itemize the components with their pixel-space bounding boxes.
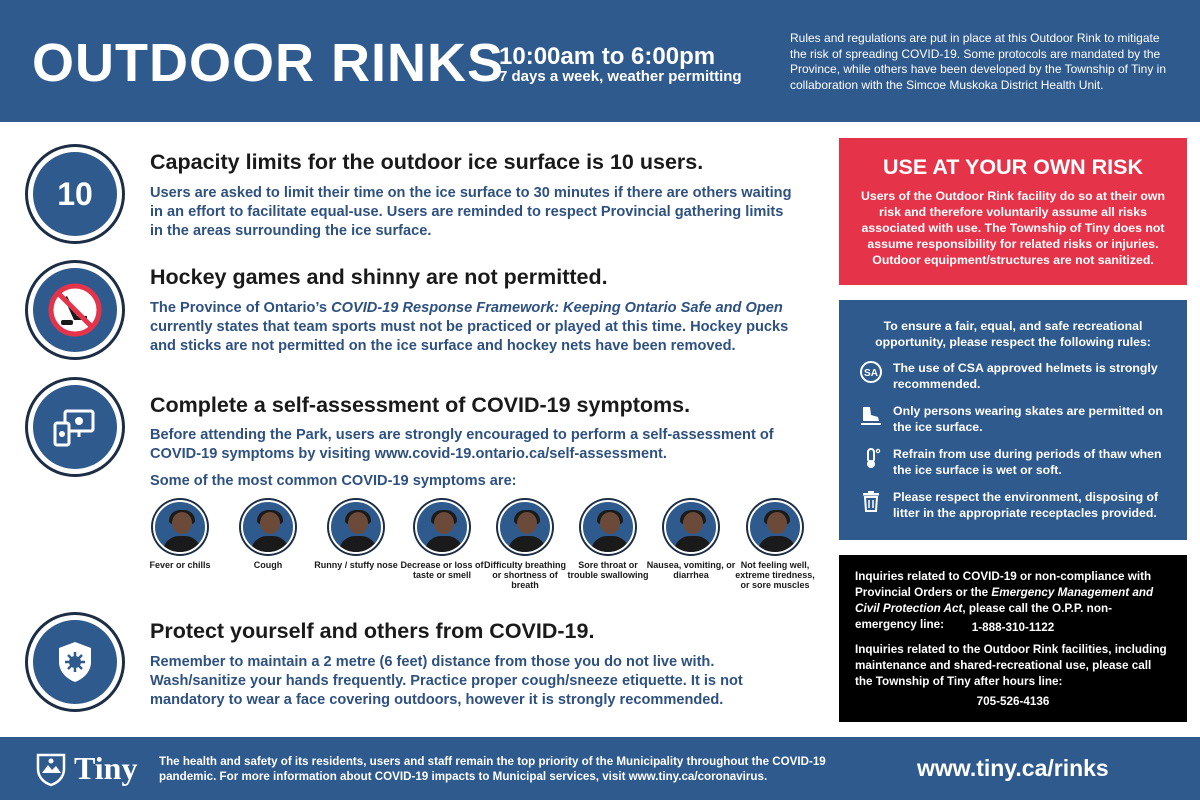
township-logo <box>34 750 138 787</box>
capacity-body: Users are asked to limit their time on the ice surface to 30 minutes if there are others waiting in an effort to facilitate equal-use. Users are reminded to respect Provincial gathering limits in the areas surrounding the ice surface. <box>150 185 792 239</box>
no-hockey-symbol <box>47 282 103 338</box>
devices-icon <box>47 399 103 455</box>
capacity-number: 10 <box>57 175 93 212</box>
protect-title: Protect yourself and others from COVID-19. <box>150 619 595 643</box>
opp-phone-number[interactable]: 1-888-310-1122 <box>971 621 1055 634</box>
header-banner <box>0 0 1200 122</box>
rink-hours: 10:00am to 6:00pm <box>499 43 716 70</box>
sore-throat-icon <box>581 500 635 554</box>
rinks-website-link[interactable]: www.tiny.ca/rinks <box>917 755 1109 781</box>
risk-title: USE AT YOUR OWN RISK <box>882 155 1143 179</box>
symptom-item: Difficulty breathing or shortness of breath <box>480 500 570 590</box>
symptom-item: Sore throat or trouble swallowing <box>563 500 653 580</box>
protect-body: Remember to maintain a 2 metre (6 feet) distance from those you do not live with. Wash/sanitize your hands frequently. Practice proper cough/sneeze etiquette. It is not mandatory to wear a face covering outdoors, however it is strongly recommended. <box>150 654 743 708</box>
header-intro-text: Rules and regulations are put in place at this Outdoor Rink to mitigate the risk of spreading COVID-19. Some protocols are mandated by the Province, while others have been developed by the Township of Tiny in collaboration with the Simcoe Muskoka District Health Unit. <box>790 31 1167 92</box>
footer-text: The health and safety of its residents, users and staff remain the top priority of the Municipality throughout the COVID-19 pandemic. For more information about COVID-19 impacts to Municipal services, visit www.tiny.ca/coronavirus. <box>159 755 826 783</box>
page-title: OUTDOOR RINKS <box>32 33 504 93</box>
hockey-body: The Province of Ontario’s COVID-19 Response Framework: Keeping Ontario Safe and Open currently states that team sports must not be practiced or played at this time. Hockey pucks and sticks are not permitted on the ice surface and hockey nets have been removed. <box>150 300 789 354</box>
risk-text: Users of the Outdoor Rink facility do so at their own risk and therefore voluntarily assume all risks associated with use. The Township of Tiny does not assume responsibility for related risks or injuries. Outdoor equipment/structures are not sanitized. <box>860 189 1166 267</box>
assessment-body: Before attending the Park, users are strongly encouraged to perform a self-assessment of COVID-19 symptoms by visiting www.covid-19.ontario.ca/self-assessment. <box>150 427 774 462</box>
symptom-item: Fever or chills <box>135 500 225 570</box>
symptoms-intro: Some of the most common COVID-19 symptoms are: <box>150 473 517 489</box>
symptom-item: Cough <box>223 500 313 570</box>
hockey-title: Hockey games and shinny are not permitted. <box>150 265 608 289</box>
symptom-item: Not feeling well, extreme tiredness, or sore muscles <box>730 500 820 590</box>
protect-icon <box>28 615 122 709</box>
rules-intro: To ensure a fair, equal, and safe recreational opportunity, please respect the following rules: <box>875 319 1151 349</box>
skate-icon <box>859 403 883 427</box>
symptom-item: Decrease or loss of taste or smell <box>397 500 487 580</box>
contact-panel <box>839 555 1187 722</box>
crest-icon <box>34 751 68 787</box>
breathing-icon <box>498 500 552 554</box>
logo-wordmark: Tiny <box>74 750 138 786</box>
township-inquiry-text: Inquiries related to the Outdoor Rink facilities, including maintenance and shared-recreational use, please call the Township of Tiny after hours line: <box>855 643 1167 688</box>
capacity-title: Capacity limits for the outdoor ice surface is 10 users. <box>150 150 704 174</box>
taste-smell-icon <box>415 500 469 554</box>
symptoms-list <box>130 500 830 600</box>
svg-text:SA: SA <box>864 368 878 379</box>
rules-panel: To ensure a fair, equal, and safe recreational opportunity, please respect the following rules: SA The use of CSA approved helmets is strongly recommended. Only persons wearing skates are permitted on the ice surface. Refrain from use during periods of thaw when the ice surface is wet or soft. Please respect the environment, disposing of litter in the appropriate receptacles provided. <box>839 300 1187 540</box>
cough-icon <box>241 500 295 554</box>
thermometer-icon <box>859 446 883 470</box>
self-assessment-link[interactable]: www.covid-19.ontario.ca/self-assessment <box>374 446 663 462</box>
nausea-icon <box>664 500 718 554</box>
rink-days: 7 days a week, weather permitting <box>499 68 742 85</box>
township-phone-number[interactable]: 705-526-4136 <box>976 695 1050 708</box>
helmet-icon <box>859 360 883 384</box>
tiredness-icon <box>748 500 802 554</box>
emergency-act-name: Emergency Management and Civil Protection Act <box>855 586 1154 615</box>
self-assessment-icon <box>28 380 122 474</box>
trash-icon <box>859 489 883 513</box>
symptom-item: Runny / stuffy nose <box>311 500 401 570</box>
runny-nose-icon <box>329 500 383 554</box>
shield-virus-icon <box>47 634 103 690</box>
opp-inquiry-text: Inquiries related to COVID-19 or non-compliance with Provincial Orders or the Emergency Management and Civil Protection Act, please call the O.P.P. non-emergency line: <box>855 570 1154 631</box>
framework-name: COVID-19 Response Framework: Keeping Ontario Safe and Open <box>331 300 783 316</box>
no-hockey-icon <box>28 263 122 357</box>
fever-icon <box>153 500 207 554</box>
capacity-icon <box>28 147 122 241</box>
footer-banner <box>0 737 1200 800</box>
risk-panel <box>839 138 1187 285</box>
assessment-title: Complete a self-assessment of COVID-19 symptoms. <box>150 393 691 417</box>
symptom-item: Nausea, vomiting, or diarrhea <box>646 500 736 580</box>
